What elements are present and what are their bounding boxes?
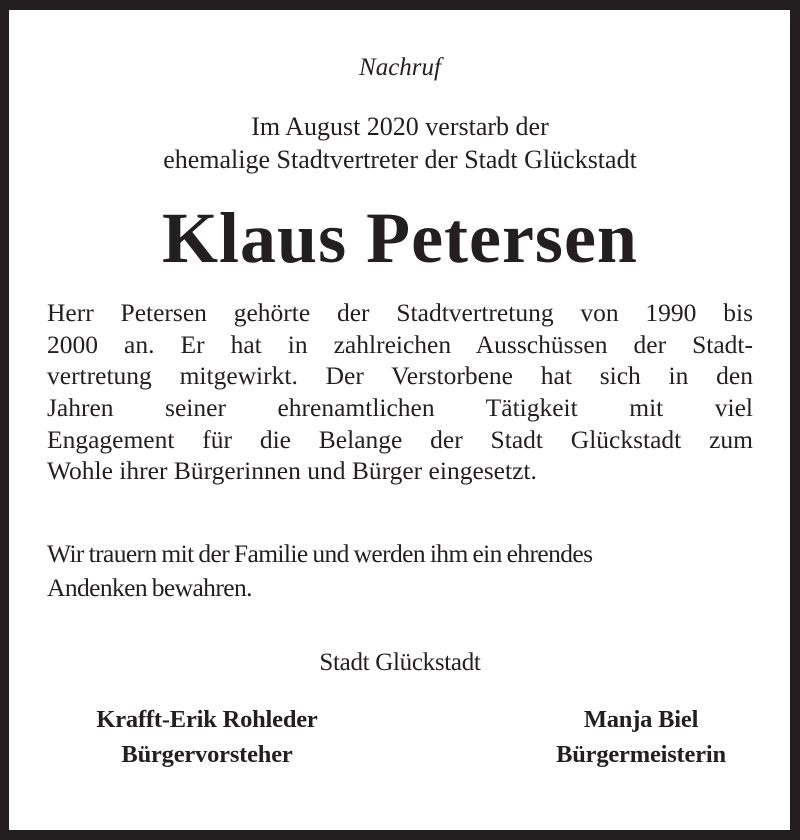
signatory-left [57, 702, 357, 772]
closing-text [47, 537, 753, 605]
notice-kicker: Nachruf [359, 54, 441, 81]
signatory-title: Bürgervorsteher [121, 741, 293, 768]
intro-line: ehemalige Stadtvertreter der Stadt Glückstadt [163, 145, 637, 174]
signatory-title: Bürgermeisterin [556, 741, 726, 768]
issuer-name: Stadt Glückstadt [319, 649, 481, 676]
closing-line: Wir trauern mit der Familie und werden ihm ein ehrendes [47, 539, 593, 568]
intro-text [0, 110, 800, 176]
body-line: Jahren seiner ehrenamtlichen Tätigkeit mit viel [47, 393, 753, 423]
body-line: 2000 an. Er hat in zahlreichen Ausschüssen der Stadt- [47, 329, 753, 359]
signatory-name: Krafft-Erik Rohleder [96, 706, 318, 733]
body-line: Herr Petersen gehörte der Stadtvertretung von 1990 bis [47, 298, 753, 327]
body-line: Wohle ihrer Bürgerinnen und Bürger eingesetzt. [47, 456, 537, 486]
intro-line: Im August 2020 verstarb der [251, 112, 549, 141]
obituary-body [47, 297, 753, 487]
closing-line: Andenken bewahren. [47, 573, 252, 602]
body-line: Engagement für die Belange der Stadt Glückstadt zum [47, 424, 753, 454]
signatory-right [491, 702, 791, 772]
deceased-name: Klaus Petersen [162, 198, 638, 278]
body-line: vertretung mitgewirkt. Der Verstorbene hat sich in den [47, 361, 753, 391]
signatory-name: Manja Biel [583, 706, 699, 733]
